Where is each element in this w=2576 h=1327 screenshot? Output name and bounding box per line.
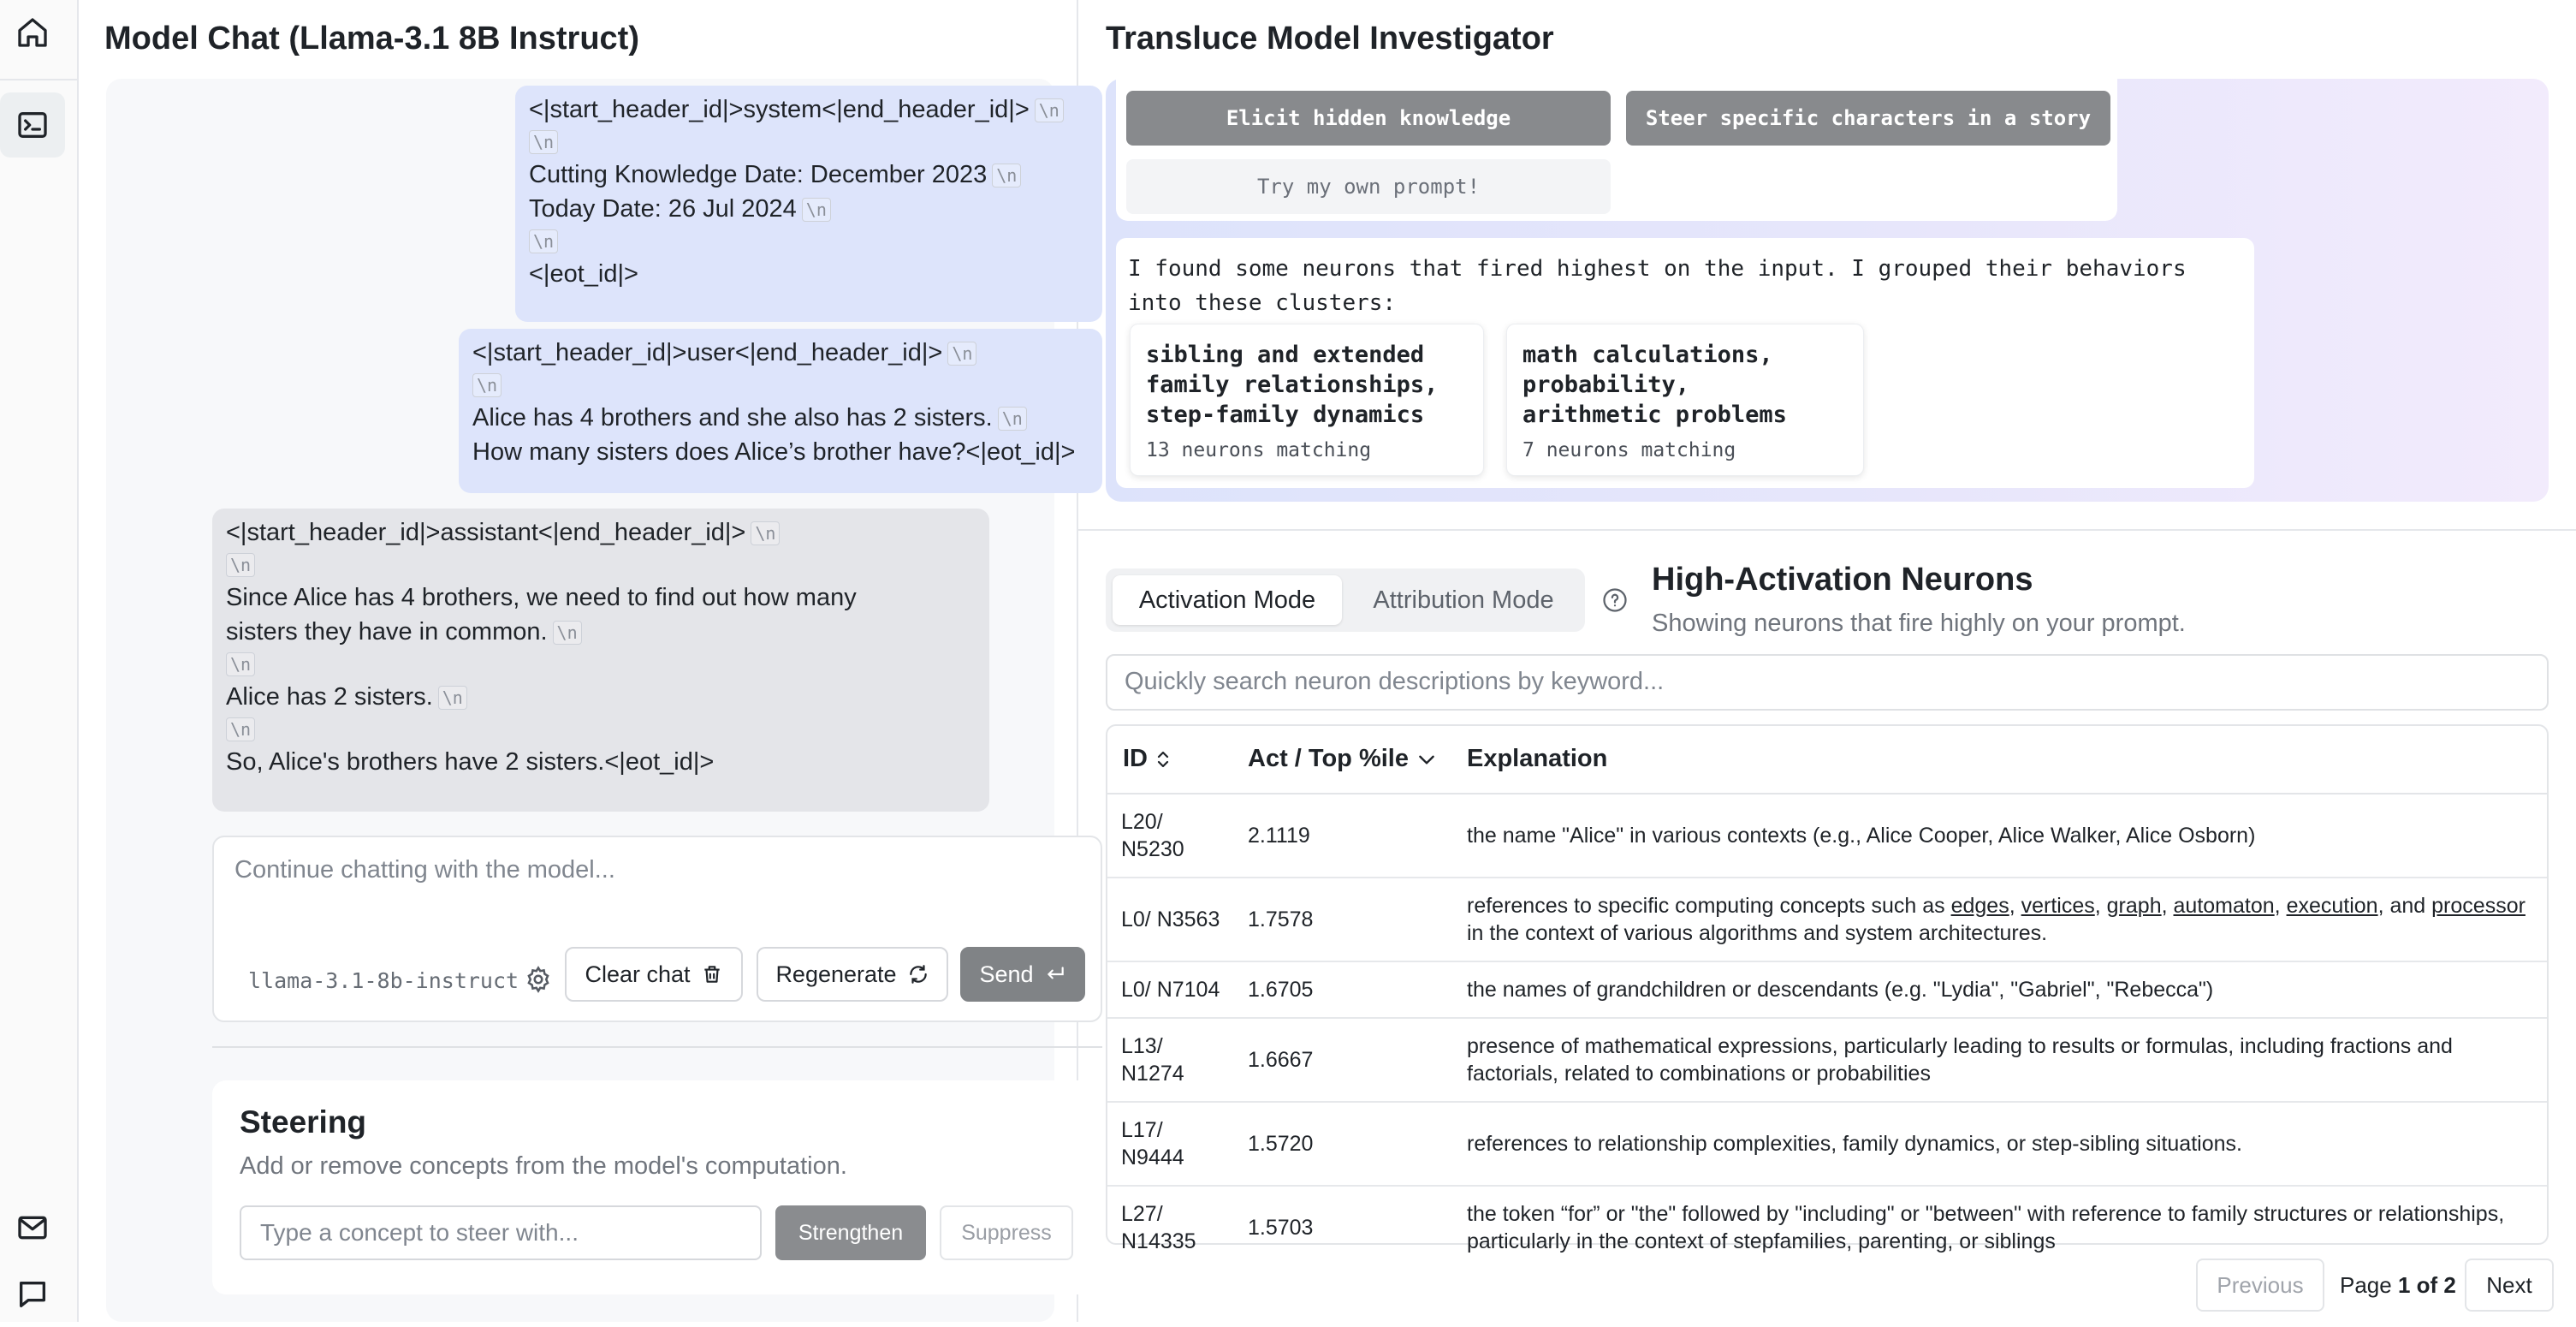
chevron-down-icon [1416, 748, 1438, 771]
neuron-id: L0/ N7104 [1121, 978, 1220, 1002]
neuron-table [1106, 724, 2549, 1253]
table-row[interactable] [1107, 1187, 2547, 1270]
user-line-1: Alice has 4 brothers and she also has 2 sisters. [472, 404, 993, 431]
newline-token: \n [529, 130, 558, 154]
system-line-1: Cutting Knowledge Date: December 2023 [529, 161, 988, 188]
system-header: <|start_header_id|>system<|end_header_id|> [529, 96, 1030, 123]
cluster-card[interactable] [1130, 324, 1484, 476]
neuron-activation: 1.5720 [1248, 1132, 1314, 1156]
page-value: 1 of 2 [2397, 1272, 2456, 1298]
newline-token: \n [802, 198, 831, 222]
system-line [529, 158, 1089, 192]
steering-concept-input[interactable]: Type a concept to steer with... [240, 1205, 762, 1260]
neuron-activation: 1.7578 [1248, 907, 1314, 931]
help-icon[interactable] [1602, 587, 1628, 613]
neuron-id: L17/ N9444 [1121, 1118, 1184, 1169]
system-message [515, 86, 1102, 322]
newline-token: \n [226, 652, 255, 676]
activation-mode-tab[interactable]: Activation Mode [1113, 575, 1342, 625]
newline-token: \n [472, 373, 502, 397]
chat-messages[interactable] [106, 79, 1076, 1322]
suggestions-box [1116, 79, 2117, 221]
steering-panel [212, 1080, 1102, 1294]
clear-chat-button[interactable] [565, 947, 743, 1002]
steering-title: Steering [240, 1104, 367, 1140]
suggestion-elicit-button[interactable]: Elicit hidden knowledge [1126, 91, 1611, 146]
explanation-link[interactable]: execution [2286, 894, 2378, 918]
newline-token: \n [1035, 98, 1064, 122]
assistant-line-1: Since Alice has 4 brothers, we need to find out how many [226, 584, 857, 611]
chat-input[interactable]: Continue chatting with the model... [234, 856, 615, 884]
sort-icon [1154, 749, 1172, 770]
user-message [459, 329, 1102, 493]
cluster-title: math calculations, probability, arithmetic problems [1522, 342, 1787, 428]
neuron-explanation: presence of mathematical expressions, particularly leading to results or formulas, including fractions and factorials, related to combinations or probabilities [1467, 1034, 2453, 1086]
clear-chat-label: Clear chat [585, 961, 691, 987]
assistant-line [226, 615, 976, 649]
table-row[interactable] [1107, 1103, 2547, 1187]
neuron-id: L27/ N14335 [1121, 1202, 1196, 1253]
newline-token: \n [226, 553, 255, 577]
home-button[interactable] [0, 0, 65, 65]
neuron-id: L20/ N5230 [1121, 810, 1184, 861]
suggestion-steer-characters-button[interactable]: Steer specific characters in a story [1626, 91, 2110, 146]
page-label: Page [2340, 1272, 2392, 1298]
cluster-count: 7 neurons matching [1522, 439, 1736, 461]
chat-pane [79, 0, 1078, 1322]
investigator-divider [1078, 529, 2576, 531]
trash-icon [701, 963, 723, 985]
chat-bubble-icon [15, 1277, 50, 1312]
user-line [472, 401, 1089, 435]
explanation-link[interactable]: vertices [2021, 894, 2095, 918]
regenerate-label: Regenerate [775, 961, 897, 987]
enter-icon [1044, 963, 1066, 985]
act-header-label: Act / Top %ile [1248, 745, 1409, 772]
system-eot: <|eot_id|> [529, 260, 638, 288]
assistant-line [226, 680, 976, 714]
user-header-line [472, 336, 1089, 370]
system-header-line [529, 92, 1089, 127]
neuron-activation: 1.6667 [1248, 1048, 1314, 1072]
send-button[interactable] [960, 947, 1085, 1002]
neuron-explanation: the name "Alice" in various contexts (e.g., Alice Cooper, Alice Walker, Alice Osborn) [1467, 824, 2256, 848]
feedback-button[interactable] [0, 1262, 65, 1327]
table-row[interactable] [1107, 878, 2547, 962]
neuron-activation: 1.5703 [1248, 1216, 1314, 1240]
table-row[interactable] [1107, 1019, 2547, 1103]
neuron-explanation: the names of grandchildren or descendants (e.g. "Lydia", "Gabriel", "Rebecca") [1467, 978, 2214, 1002]
terminal-icon [15, 108, 50, 142]
act-column-header[interactable] [1248, 745, 1438, 773]
table-row[interactable] [1107, 962, 2547, 1019]
cluster-card[interactable] [1506, 324, 1864, 476]
assistant-line-3: Alice has 2 sisters. [226, 683, 433, 711]
cluster-count: 13 neurons matching [1146, 439, 1372, 461]
newline-token: \n [998, 407, 1027, 431]
newline-token: \n [992, 164, 1021, 187]
newline-token: \n [529, 229, 558, 253]
strengthen-button[interactable]: Strengthen [775, 1205, 926, 1260]
mail-button[interactable] [0, 1195, 65, 1260]
section-subtitle: Showing neurons that fire highly on your prompt. [1652, 610, 2186, 637]
investigator-agent-panel[interactable] [1106, 79, 2549, 502]
section-title: High-Activation Neurons [1652, 562, 2033, 598]
table-header [1107, 726, 2547, 794]
explanation-column-header: Explanation [1467, 745, 1608, 772]
suggestion-own-prompt-button[interactable]: Try my own prompt! [1126, 159, 1611, 214]
neuron-activation: 2.1119 [1248, 824, 1310, 848]
agent-response [1116, 238, 2254, 488]
explanation-text: in the context of various algorithms and system architectures. [1467, 921, 2048, 945]
page-indicator [2340, 1272, 2456, 1299]
assistant-header: <|start_header_id|>assistant<|end_header_id|> [226, 519, 746, 546]
chat-composer [212, 836, 1102, 1022]
newline-token: \n [947, 342, 976, 366]
chat-title: Model Chat (Llama-3.1 8B Instruct) [104, 21, 639, 57]
user-line-2: How many sisters does Alice’s brother have?<|eot_id|> [472, 438, 1076, 466]
neuron-explanation: the token “for” or "the" followed by "including" or "between" with reference to family structures or relationships, particularly in the context of stepfamilies, parenting, or siblings [1467, 1202, 2505, 1253]
home-icon [15, 15, 50, 50]
refresh-icon [907, 963, 929, 985]
mode-toggle [1106, 568, 1585, 632]
rail-divider [0, 79, 79, 80]
explanation-link[interactable]: graph [2106, 894, 2162, 918]
system-line-2: Today Date: 26 Jul 2024 [529, 195, 797, 223]
investigator-pane [1078, 0, 2576, 1322]
model-name: llama-3.1-8b-instruct [248, 968, 519, 993]
cluster-title: sibling and extended family relationships, step-family dynamics [1146, 342, 1439, 428]
neuron-id: L0/ N3563 [1121, 907, 1220, 931]
assistant-header-line [226, 515, 976, 550]
mail-icon [15, 1211, 50, 1245]
investigator-title: Transluce Model Investigator [1106, 21, 1554, 57]
user-header: <|start_header_id|>user<|end_header_id|> [472, 339, 943, 366]
assistant-message [212, 509, 989, 812]
send-label: Send [979, 961, 1034, 987]
newline-token: \n [226, 717, 255, 741]
newline-token: \n [751, 521, 780, 545]
terminal-button[interactable] [0, 92, 65, 158]
neuron-search-input[interactable]: Quickly search neuron descriptions by keyword... [1106, 654, 2549, 711]
gear-icon[interactable] [524, 965, 553, 994]
neuron-id: L13/ N1274 [1121, 1034, 1184, 1086]
suppress-button[interactable]: Suppress [940, 1205, 1073, 1260]
newline-token: \n [438, 686, 467, 710]
neuron-activation: 1.6705 [1248, 978, 1314, 1002]
left-rail [0, 0, 79, 1322]
neuron-explanation: references to relationship complexities, family dynamics, or step-sibling situations. [1467, 1132, 2242, 1156]
system-line [529, 192, 1089, 226]
regenerate-button[interactable] [757, 947, 948, 1002]
steering-subtitle: Add or remove concepts from the model's computation. [240, 1152, 847, 1180]
previous-page-button[interactable]: Previous [2196, 1259, 2324, 1312]
table-row[interactable] [1107, 794, 2547, 878]
assistant-line-2: sisters they have in common. [226, 618, 548, 646]
assistant-line-4: So, Alice's brothers have 2 sisters.<|eot_id|> [226, 748, 715, 776]
explanation-link[interactable]: edges [1950, 894, 2009, 918]
agent-response-text: I found some neurons that fired highest on the input. I grouped their behaviors into these clusters: [1128, 256, 2187, 316]
newline-token: \n [553, 621, 582, 645]
explanation-text: references to specific computing concepts such as [1467, 894, 1951, 918]
id-column-header[interactable] [1123, 745, 1172, 773]
id-header-label: ID [1123, 745, 1148, 772]
neuron-explanation: references to specific computing concepts such as edges, vertices, graph, automaton, execution, and processor in the context of various algorithms and system architectures. [1467, 894, 2526, 945]
explanation-link[interactable]: automaton [2173, 894, 2275, 918]
explanation-link[interactable]: processor [2431, 894, 2526, 918]
attribution-mode-tab[interactable]: Attribution Mode [1373, 586, 1554, 614]
next-page-button[interactable]: Next [2465, 1259, 2554, 1312]
chat-divider [212, 1046, 1102, 1048]
